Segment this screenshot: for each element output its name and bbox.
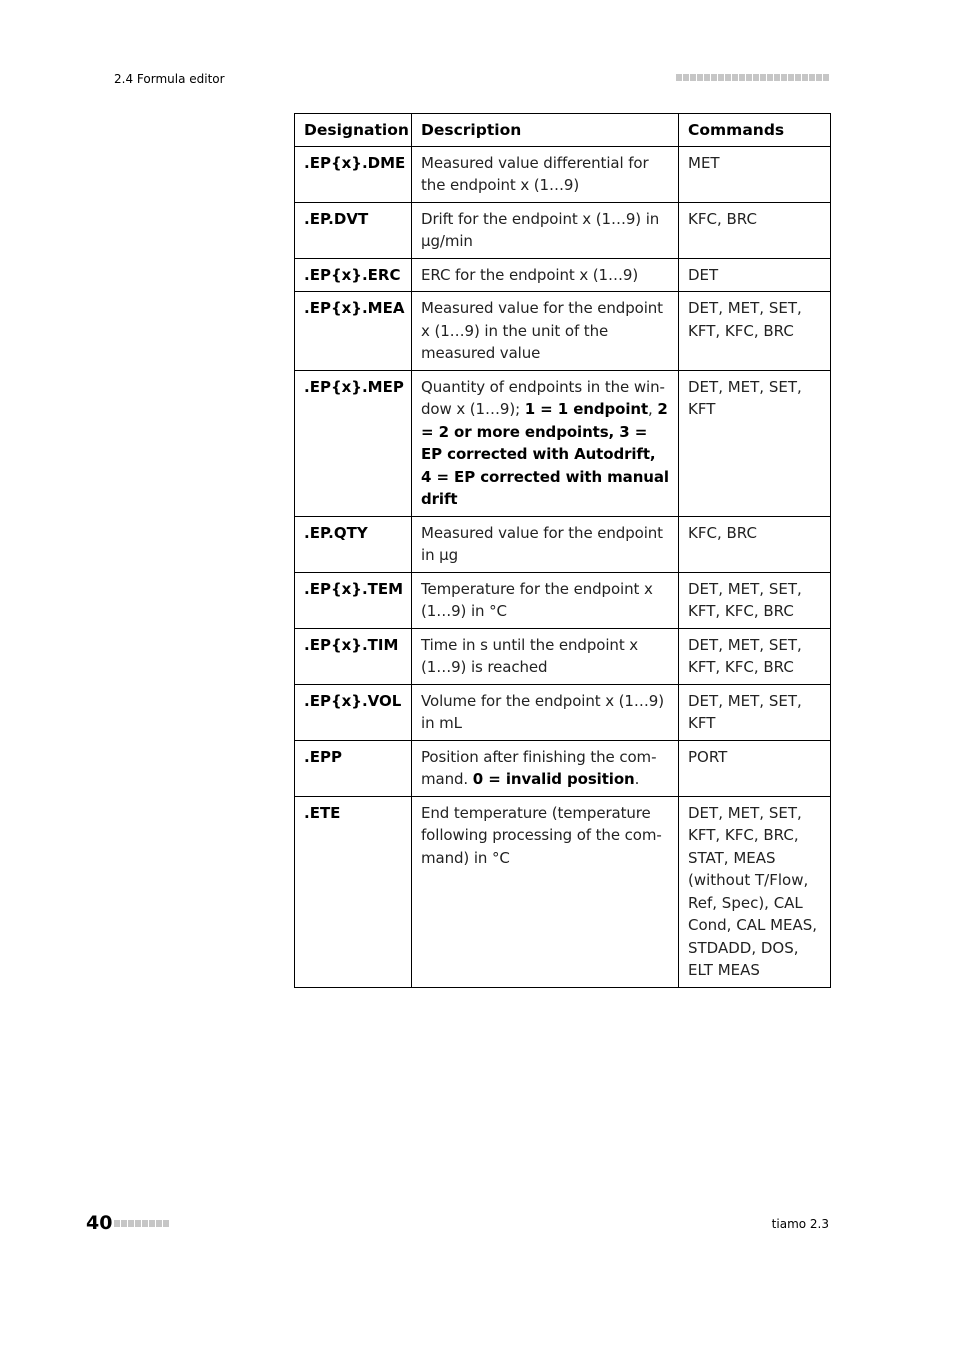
description-cell bbox=[412, 684, 679, 740]
table-row bbox=[295, 628, 831, 684]
square-icon bbox=[128, 1220, 134, 1227]
description-cell bbox=[412, 572, 679, 628]
description-text: Measured value for the endpoint x (1…9) in the unit of the measured value bbox=[421, 299, 663, 362]
square-icon bbox=[809, 74, 815, 81]
description-text: Quantity of endpoints in the window x (1…9); bbox=[421, 377, 665, 418]
square-icon bbox=[156, 1220, 162, 1227]
square-icon bbox=[697, 74, 703, 81]
square-icon bbox=[760, 74, 766, 81]
designation-cell: .EP{x}.DME bbox=[295, 146, 412, 202]
designation-cell: .EP{x}.TIM bbox=[295, 628, 412, 684]
designation-cell: .EP{x}.TEM bbox=[295, 572, 412, 628]
description-text: , bbox=[648, 400, 658, 418]
square-icon bbox=[739, 74, 745, 81]
square-icon bbox=[781, 74, 787, 81]
description-cell bbox=[412, 628, 679, 684]
square-icon bbox=[746, 74, 752, 81]
description-cell bbox=[412, 740, 679, 796]
designation-cell: .EPP bbox=[295, 740, 412, 796]
square-icon bbox=[753, 74, 759, 81]
square-icon bbox=[149, 1220, 155, 1227]
commands-cell: DET, MET, SET, KFT, KFC, BRC bbox=[679, 292, 831, 371]
square-icon bbox=[711, 74, 717, 81]
square-icon bbox=[795, 74, 801, 81]
footer-decoration bbox=[114, 1220, 169, 1227]
description-text: Time in s until the endpoint x (1…​9) is reached bbox=[421, 635, 639, 676]
section-title: 2.4 Formula editor bbox=[114, 72, 225, 86]
table-row bbox=[295, 740, 831, 796]
square-icon bbox=[114, 1220, 120, 1227]
designation-cell: .EP{x}.VOL bbox=[295, 684, 412, 740]
table-body bbox=[295, 146, 831, 987]
description-cell bbox=[412, 516, 679, 572]
square-icon bbox=[690, 74, 696, 81]
page-number: 40 bbox=[86, 1212, 113, 1234]
table-header-row bbox=[295, 114, 831, 147]
description-text: Measured value for the endpoint in µg bbox=[421, 523, 663, 564]
commands-cell: DET, MET, SET, KFT bbox=[679, 370, 831, 516]
description-text: ERC for the endpoint x (1…9) bbox=[421, 265, 639, 284]
description-text: End temperature (temperature following processing of the command) in °C bbox=[421, 803, 662, 867]
description-text: Volume for the endpoint x (1…9) in mL bbox=[421, 691, 664, 732]
commands-cell: DET, MET, SET, KFT, KFC, BRC, STAT, MEAS (without T/Flow, Ref, Spec), CAL Cond, CAL MEAS, STDADD, DOS, ELT MEAS bbox=[679, 796, 831, 987]
square-icon bbox=[142, 1220, 148, 1227]
table-row bbox=[295, 202, 831, 258]
square-icon bbox=[121, 1220, 127, 1227]
header-decoration bbox=[676, 74, 829, 81]
description-cell bbox=[412, 796, 679, 987]
commands-cell: DET bbox=[679, 258, 831, 292]
column-header-designation: Designation bbox=[295, 114, 412, 147]
designation-cell: .EP.DVT bbox=[295, 202, 412, 258]
commands-cell: PORT bbox=[679, 740, 831, 796]
table-row bbox=[295, 146, 831, 202]
square-icon bbox=[135, 1220, 141, 1227]
table-row bbox=[295, 572, 831, 628]
square-icon bbox=[823, 74, 829, 81]
square-icon bbox=[816, 74, 822, 81]
square-icon bbox=[725, 74, 731, 81]
table-row bbox=[295, 516, 831, 572]
designation-cell: .EP{x}.MEP bbox=[295, 370, 412, 516]
square-icon bbox=[683, 74, 689, 81]
description-text: Temperature for the endpoint x (1…9) in °C bbox=[421, 579, 653, 620]
square-icon bbox=[774, 74, 780, 81]
description-bold-text: 2 = 2 or more endpoints, 3 = EP corrected with Autodrift, 4 = EP corrected with manual drift bbox=[421, 400, 669, 508]
square-icon bbox=[802, 74, 808, 81]
commands-cell: DET, MET, SET, KFT bbox=[679, 684, 831, 740]
column-header-commands: Commands bbox=[679, 114, 831, 147]
column-header-description: Description bbox=[412, 114, 679, 147]
square-icon bbox=[676, 74, 682, 81]
description-cell bbox=[412, 258, 679, 292]
table-row bbox=[295, 258, 831, 292]
table-row bbox=[295, 684, 831, 740]
designation-cell: .EP{x}.ERC bbox=[295, 258, 412, 292]
commands-cell: KFC, BRC bbox=[679, 516, 831, 572]
description-cell bbox=[412, 146, 679, 202]
table-row bbox=[295, 796, 831, 987]
square-icon bbox=[704, 74, 710, 81]
product-name: tiamo 2.3 bbox=[771, 1217, 829, 1231]
variables-table bbox=[294, 113, 831, 988]
description-cell bbox=[412, 202, 679, 258]
description-bold-text: 0 = invalid position bbox=[472, 770, 635, 788]
table-row bbox=[295, 370, 831, 516]
description-text: Measured value differential for the endpoint x (1…9) bbox=[421, 153, 649, 194]
commands-cell: DET, MET, SET, KFT, KFC, BRC bbox=[679, 628, 831, 684]
square-icon bbox=[163, 1220, 169, 1227]
commands-cell: KFC, BRC bbox=[679, 202, 831, 258]
commands-cell: MET bbox=[679, 146, 831, 202]
designation-cell: .EP.QTY bbox=[295, 516, 412, 572]
designation-cell: .EP{x}.MEA bbox=[295, 292, 412, 371]
designation-cell: .ETE bbox=[295, 796, 412, 987]
square-icon bbox=[718, 74, 724, 81]
description-text: . bbox=[634, 770, 640, 788]
square-icon bbox=[788, 74, 794, 81]
commands-cell: DET, MET, SET, KFT, KFC, BRC bbox=[679, 572, 831, 628]
description-cell bbox=[412, 292, 679, 371]
description-text: Position after finishing the command. bbox=[421, 747, 657, 788]
table-row bbox=[295, 292, 831, 371]
square-icon bbox=[732, 74, 738, 81]
description-bold-text: 1 = 1 endpoint bbox=[524, 400, 649, 418]
description-text: Drift for the endpoint x (1…9) in µg/min bbox=[421, 209, 660, 250]
square-icon bbox=[767, 74, 773, 81]
description-cell bbox=[412, 370, 679, 516]
